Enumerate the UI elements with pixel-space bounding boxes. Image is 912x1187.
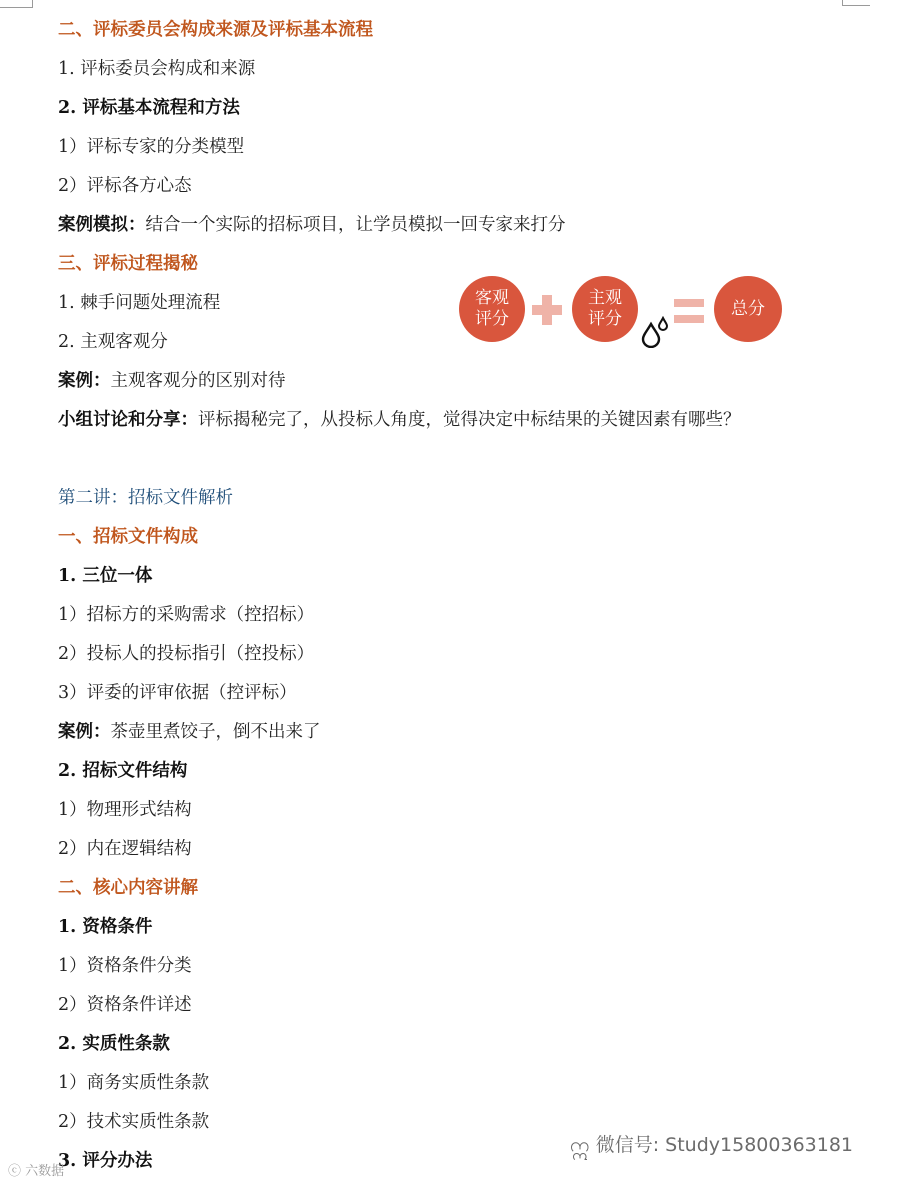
document-line: 1. 评标委员会构成和来源 xyxy=(58,59,256,79)
line-text: 结合一个实际的招标项目，让学员模拟一回专家来打分 xyxy=(145,215,566,235)
document-line: 二、评标委员会构成来源及评标基本流程 xyxy=(58,20,373,40)
document-line xyxy=(58,408,741,432)
plus-icon-vertical xyxy=(542,295,552,325)
total-score-label: 总分 xyxy=(731,298,765,319)
subjective-score-label: 主观 评分 xyxy=(588,288,622,329)
document-line: 1. 资格条件 xyxy=(58,917,153,937)
document-line: 2. 主观客观分 xyxy=(58,332,168,352)
logo-icon: ⓒ xyxy=(8,1164,22,1179)
document-line: 2）评标各方心态 xyxy=(58,176,192,196)
document-line xyxy=(58,720,321,744)
document-line: 2）内在逻辑结构 xyxy=(58,839,192,859)
document-line: 2. 招标文件结构 xyxy=(58,761,188,781)
document-line xyxy=(58,213,566,237)
wechat-icon: ဣ xyxy=(570,1132,590,1156)
line-label: 案例模拟： xyxy=(58,215,146,235)
document-line: 第二讲：招标文件解析 xyxy=(58,488,233,508)
document-line: 一、招标文件构成 xyxy=(58,527,198,547)
total-score-circle xyxy=(714,276,782,342)
document-line: 2）投标人的投标指引（控投标） xyxy=(58,644,315,664)
document-line: 1）评标专家的分类模型 xyxy=(58,137,245,157)
document-line: 三、评标过程揭秘 xyxy=(58,254,198,274)
document-line: 1. 三位一体 xyxy=(58,566,153,586)
subjective-score-circle xyxy=(572,276,638,342)
line-text: 茶壶里煮饺子，倒不出来了 xyxy=(110,722,321,742)
document-line: 1）招标方的采购需求（控招标） xyxy=(58,605,315,625)
crop-mark-top-right-h xyxy=(842,5,870,6)
line-text: 评标揭秘完了，从投标人角度，觉得决定中标结果的关键因素有哪些？ xyxy=(198,410,741,430)
document-line: 1）资格条件分类 xyxy=(58,956,192,976)
document-line: 2. 实质性条款 xyxy=(58,1034,170,1054)
objective-score-label: 客观 评分 xyxy=(475,288,509,329)
document-line: 2. 评标基本流程和方法 xyxy=(58,98,240,118)
logo-watermark xyxy=(8,1160,64,1179)
document-line: 3. 评分办法 xyxy=(58,1151,153,1171)
document-line: 1. 棘手问题处理流程 xyxy=(58,293,221,313)
wechat-watermark xyxy=(570,1130,853,1161)
equals-icon-top xyxy=(674,299,704,307)
document-line: 3）评委的评审依据（控评标） xyxy=(58,683,297,703)
wechat-id: 微信号: Study15800363181 xyxy=(595,1134,854,1156)
line-label: 小组讨论和分享： xyxy=(58,410,198,430)
logo-text: 六数据 xyxy=(25,1164,65,1179)
document-line: 1）商务实质性条款 xyxy=(58,1073,210,1093)
document-line: 1）物理形式结构 xyxy=(58,800,192,820)
objective-score-circle xyxy=(459,276,525,342)
document-line: 2）资格条件详述 xyxy=(58,995,192,1015)
line-label: 案例： xyxy=(58,371,111,391)
line-label: 案例： xyxy=(58,722,111,742)
equals-icon-bottom xyxy=(674,315,704,323)
line-text: 主观客观分的区别对待 xyxy=(110,371,286,391)
document-line: 2）技术实质性条款 xyxy=(58,1112,210,1132)
document-line xyxy=(58,369,286,393)
document-line: 二、核心内容讲解 xyxy=(58,878,198,898)
crop-mark-top-left-h xyxy=(0,7,33,8)
water-drops-icon xyxy=(638,316,672,348)
